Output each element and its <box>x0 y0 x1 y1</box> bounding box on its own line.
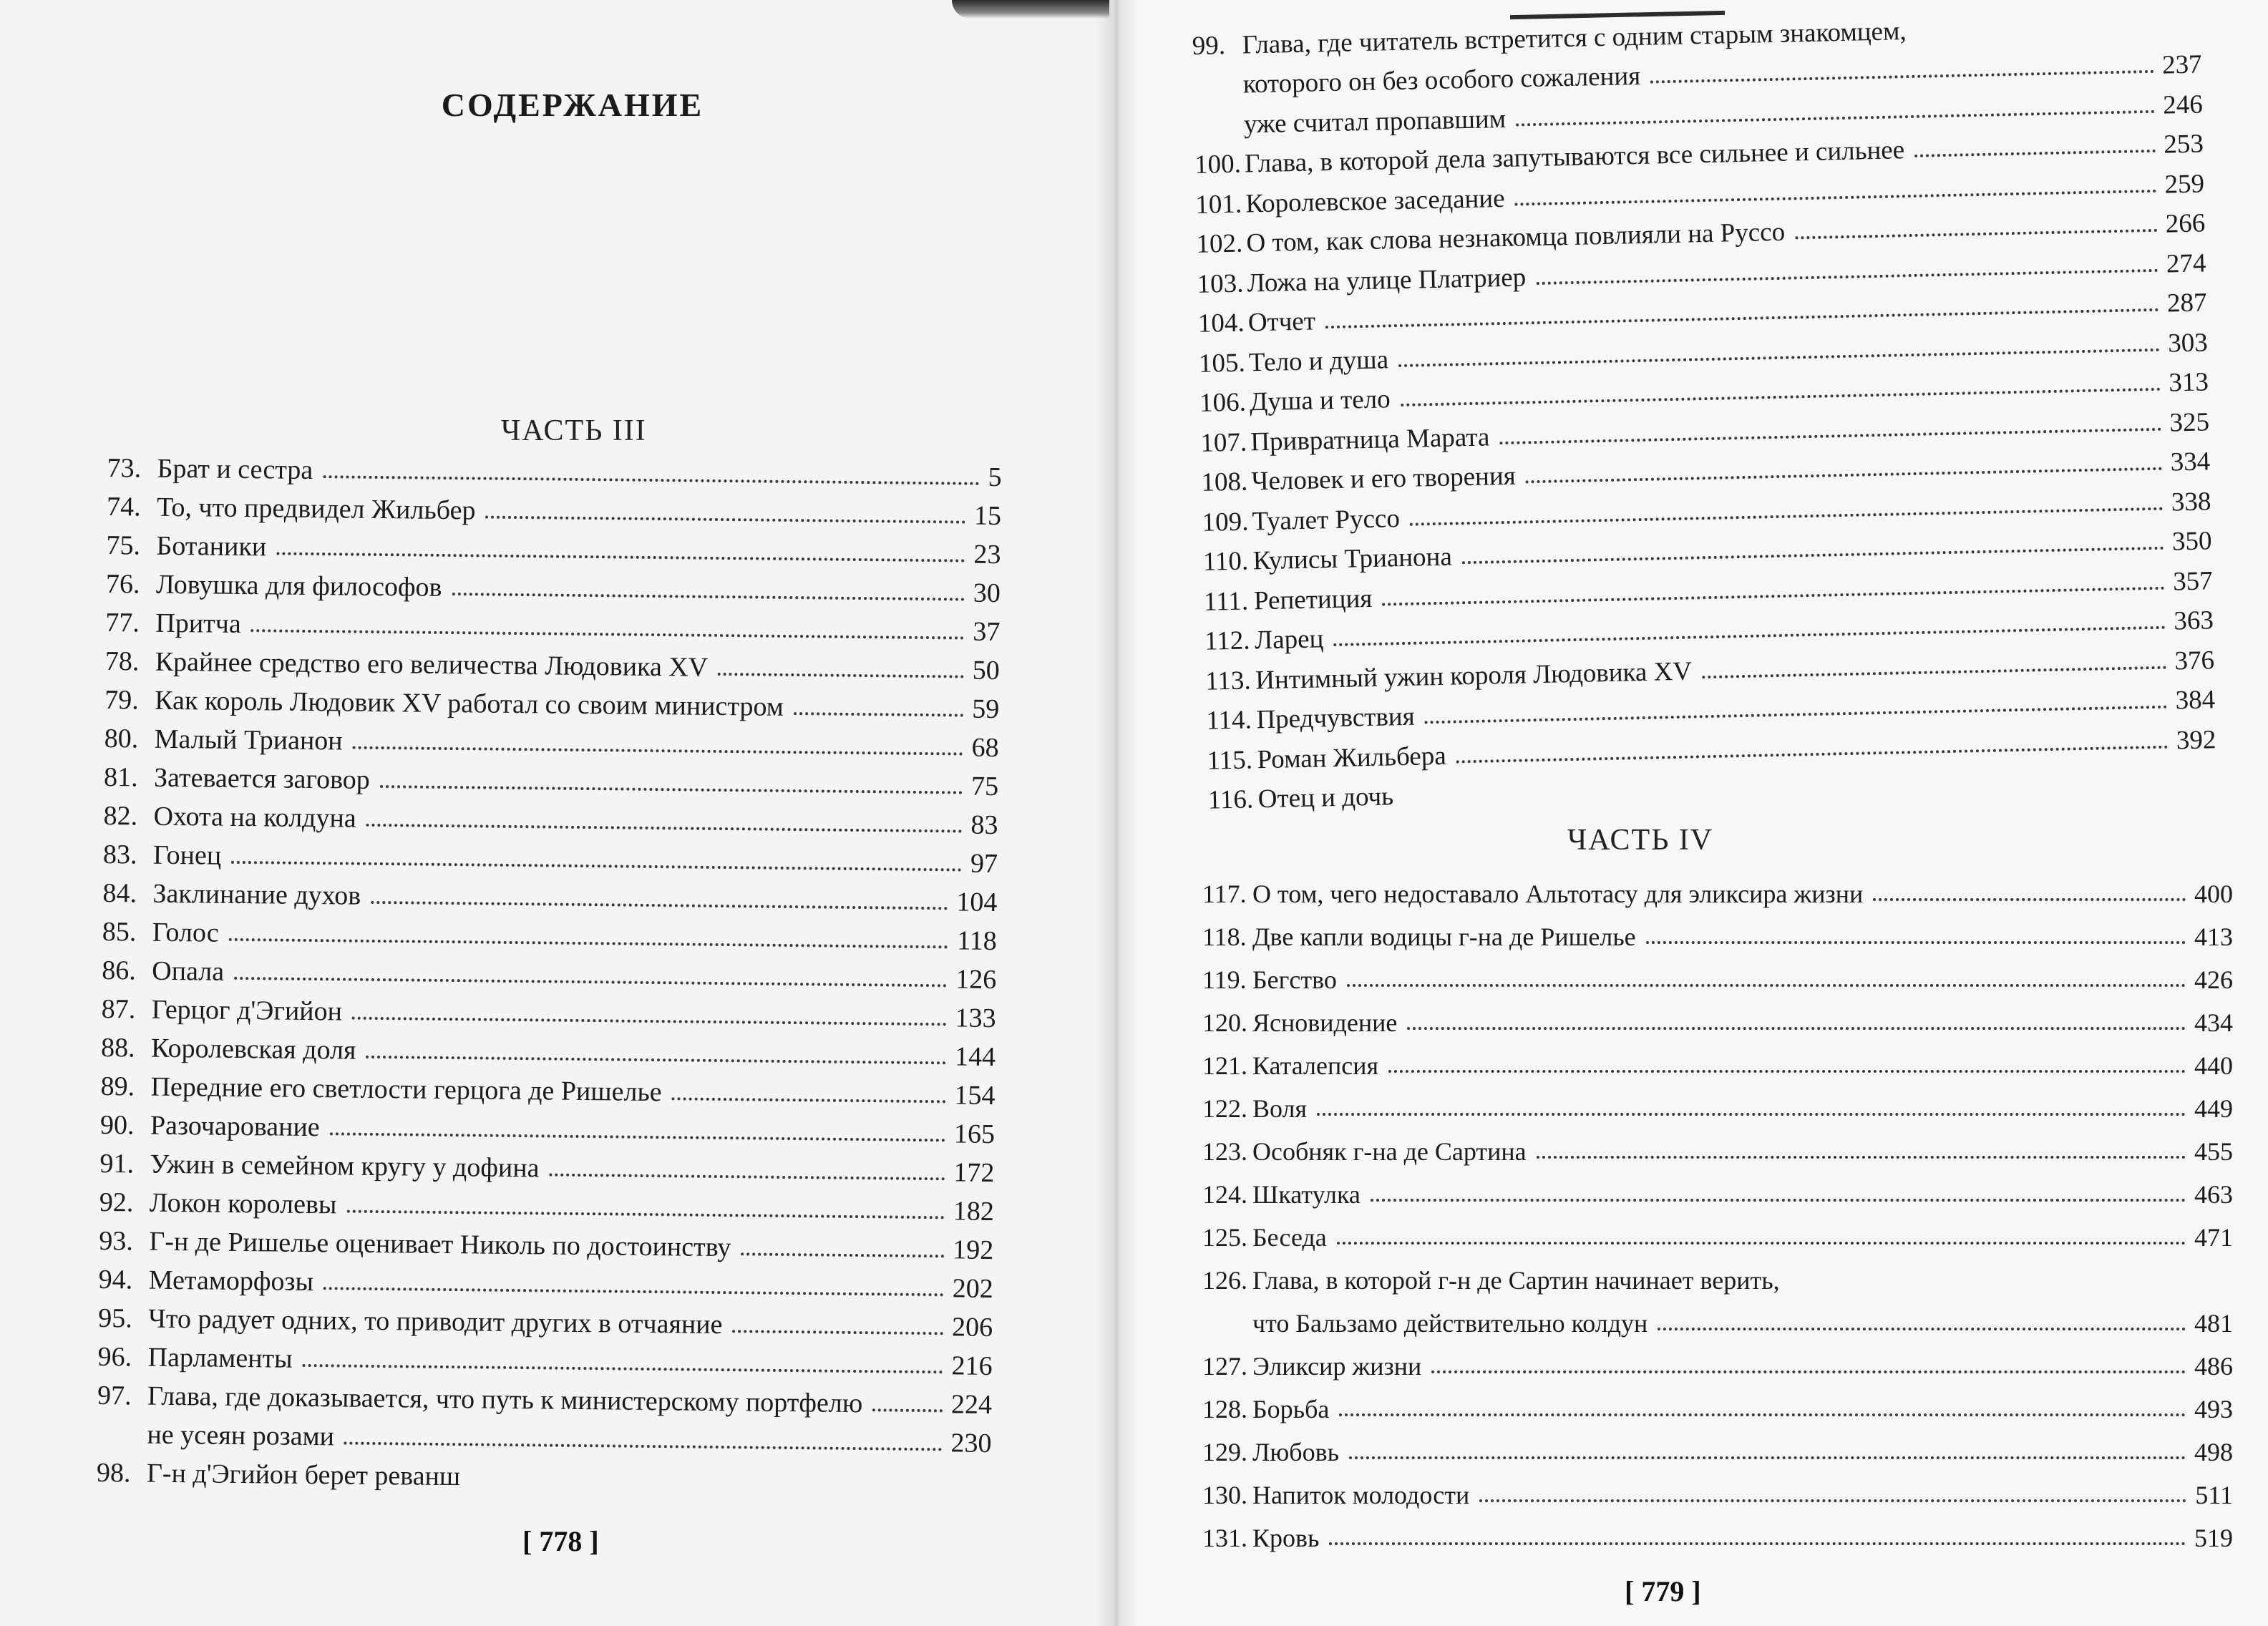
part-heading-iv: ЧАСТЬ IV <box>1567 824 1714 857</box>
page-edge-shadow <box>952 0 1109 19</box>
page-number-left: [ 778 ] <box>522 1525 599 1557</box>
toc-entry-page: 392 <box>2176 724 2216 755</box>
toc-entry-page: 259 <box>2164 168 2205 200</box>
toc-entry <box>1202 1424 2233 1467</box>
toc-entry-title: Парламенты <box>147 1342 293 1374</box>
toc-entry-page: 216 <box>951 1350 993 1382</box>
toc-entry-page: 350 <box>2171 526 2212 557</box>
toc-entry-title: Человек и его творения <box>1251 461 1517 497</box>
toc-entry-title: Г-н д'Эгийон берет реванш <box>146 1458 461 1492</box>
toc-entry-page: 434 <box>2194 1008 2233 1037</box>
toc-entry-page: 384 <box>2175 685 2216 716</box>
toc-entry-number: 75. <box>106 530 141 561</box>
toc-entry-title: Кулисы Трианона <box>1252 542 1453 576</box>
toc-leader-dots <box>549 1173 945 1181</box>
toc-entry-title: Отчет <box>1247 306 1316 338</box>
toc-entry-page: 357 <box>2172 565 2214 596</box>
toc-entry-number: 99. <box>1192 30 1226 61</box>
toc-entry <box>1202 1252 2233 1295</box>
toc-entry-number: 95. <box>98 1303 132 1334</box>
toc-entry-number: 111. <box>1203 586 1249 617</box>
toc-entry-title: не усеян розами <box>147 1419 335 1452</box>
toc-entry-page: 246 <box>2162 89 2204 120</box>
toc-entry-number: 73. <box>107 452 142 484</box>
toc-entry-page: 104 <box>956 887 998 918</box>
toc-entry-page: 118 <box>957 925 998 957</box>
toc-entry-number: 130. <box>1202 1481 1247 1509</box>
toc-leader-dots <box>452 592 964 601</box>
toc-entry-number: 80. <box>104 723 139 754</box>
toc-entry-number: 89. <box>100 1071 135 1102</box>
toc-entry <box>1202 1338 2233 1381</box>
toc-entry-title: что Бальзамо действительно колдун <box>1252 1309 1648 1338</box>
toc-entry <box>1202 1124 2233 1167</box>
toc-leader-dots <box>1347 983 2186 987</box>
toc-entry-number: 87. <box>101 993 136 1025</box>
toc-entry-number: 113. <box>1204 665 1252 696</box>
toc-entry-number: 124. <box>1202 1180 1247 1209</box>
toc-entry-title: Глава, где доказывается, что путь к министерскому портфелю <box>147 1381 863 1419</box>
toc-entry-page: 498 <box>2194 1438 2233 1466</box>
toc-entry-number: 79. <box>104 684 139 716</box>
toc-entry-number: 117. <box>1202 880 1247 908</box>
toc-entry-title: О том, чего недоставало Альтотасу для эликсира жизни <box>1252 880 1864 908</box>
toc-leader-dots <box>872 1408 943 1412</box>
toc-leader-dots <box>1479 1499 2186 1502</box>
toc-entry-title: Метаморфозы <box>148 1265 314 1298</box>
toc-leader-dots <box>371 900 948 910</box>
toc-entry-page: 266 <box>2165 208 2206 239</box>
toc-entry-page: 126 <box>955 964 997 995</box>
toc-leader-dots <box>1337 1241 2186 1245</box>
toc-entry-title: Притча <box>155 608 241 639</box>
toc-entry-page: 400 <box>2194 880 2233 908</box>
toc-entry-page: 511 <box>2195 1481 2233 1509</box>
toc-entry-title: Глава, где читатель встретится с одним старым знакомцем, <box>1242 16 1907 60</box>
toc-entry-page: 154 <box>954 1080 996 1111</box>
toc-entry-number: 91. <box>99 1148 135 1179</box>
toc-leader-dots <box>353 746 963 756</box>
part-heading-iii: ЧАСТЬ III <box>501 414 647 447</box>
toc-entry-number: 119. <box>1202 965 1247 994</box>
toc-entry-page: 334 <box>2170 447 2211 477</box>
toc-entry-page: 303 <box>2167 327 2209 359</box>
toc-entry-title: Гонец <box>152 839 222 871</box>
toc-entry-title: Кровь <box>1252 1524 1320 1552</box>
toc-leader-dots <box>672 1096 946 1103</box>
toc-entry <box>1202 1467 2233 1510</box>
toc-leader-dots <box>1646 940 2186 944</box>
toc-entry <box>1202 909 2233 952</box>
toc-right-top <box>1192 0 2217 815</box>
toc-entry-page: 83 <box>970 809 998 841</box>
toc-entry-title: Затевается заговор <box>153 762 371 795</box>
toc-entry-title: Ясновидение <box>1252 1008 1398 1037</box>
toc-entry-number: 109. <box>1202 506 1249 537</box>
toc-entry-page: 449 <box>2194 1094 2233 1123</box>
toc-entry-title: Голос <box>152 917 219 948</box>
toc-entry-title: Ловушка для философов <box>155 569 442 603</box>
toc-entry-number: 104. <box>1197 308 1245 339</box>
toc-entry-title: Г-н де Ришелье оценивает Николь по достоинству <box>149 1226 731 1263</box>
toc-leader-dots <box>1431 1370 2186 1373</box>
page-title: СОДЕРЖАНИЕ <box>441 87 704 123</box>
toc-leader-dots <box>1650 69 2153 84</box>
toc-leader-dots <box>366 823 963 833</box>
toc-entry-title: Ложа на улице Платриер <box>1247 262 1527 298</box>
toc-entry-title: Туалет Руссо <box>1252 503 1401 536</box>
toc-leader-dots <box>330 1131 945 1141</box>
toc-leader-dots <box>231 860 962 872</box>
toc-entry-page: 363 <box>2173 605 2214 636</box>
toc-entry <box>1202 952 2233 995</box>
toc-leader-dots <box>344 1441 943 1451</box>
toc-entry-page: 481 <box>2194 1309 2233 1338</box>
toc-entry-title: Беседа <box>1252 1223 1327 1252</box>
toc-entry-title: Бегство <box>1252 965 1337 994</box>
toc-entry-number: 102. <box>1196 228 1243 259</box>
toc-entry-number: 81. <box>103 761 138 793</box>
toc-leader-dots <box>251 628 965 639</box>
toc-entry-page: 144 <box>954 1041 996 1073</box>
toc-entry-page: 463 <box>2194 1180 2233 1209</box>
toc-leader-dots <box>323 1286 944 1296</box>
toc-entry <box>1202 1038 2233 1081</box>
toc-entry-page: 274 <box>2166 248 2206 279</box>
toc-entry-number: 93. <box>99 1225 134 1257</box>
toc-entry-number: 94. <box>98 1264 133 1295</box>
toc-leader-dots <box>346 1209 944 1220</box>
toc-entry-page: 313 <box>2168 367 2209 398</box>
toc-entry-page: 426 <box>2194 965 2233 994</box>
toc-leader-dots <box>1388 1069 2186 1073</box>
toc-entry-title: Шкатулка <box>1252 1180 1361 1209</box>
toc-entry-page: 165 <box>953 1119 996 1150</box>
toc-leader-dots <box>1795 228 2157 240</box>
toc-leader-dots <box>485 515 965 524</box>
toc-entry-number: 92. <box>99 1187 134 1218</box>
toc-entry <box>1202 1381 2233 1424</box>
toc-leader-dots <box>1407 1026 2186 1030</box>
toc-entry-page: 440 <box>2194 1051 2233 1080</box>
toc-entry-number: 122. <box>1202 1094 1247 1123</box>
toc-entry-page: 37 <box>973 616 1001 648</box>
toc-entry-number: 129. <box>1202 1438 1247 1466</box>
toc-entry-page: 376 <box>2174 645 2215 676</box>
toc-left <box>97 445 1002 1498</box>
toc-entry-number: 74. <box>106 491 141 522</box>
toc-entry-page: 59 <box>971 693 1000 725</box>
toc-entry-title: Охота на колдуна <box>153 801 356 834</box>
toc-entry-title: Роман Жильбера <box>1257 741 1447 774</box>
toc-entry-title: Брат и сестра <box>157 453 313 486</box>
toc-leader-dots <box>1537 1155 2186 1159</box>
toc-entry-title: Любовь <box>1252 1438 1340 1466</box>
toc-entry-title: Интимный ужин короля Людовика XV <box>1255 656 1693 695</box>
toc-entry <box>1202 1081 2233 1124</box>
toc-entry-number: 105. <box>1198 348 1246 379</box>
toc-entry-title: Воля <box>1252 1094 1308 1123</box>
toc-entry-number: 103. <box>1197 268 1244 299</box>
toc-entry-page: 15 <box>973 500 1002 532</box>
toc-entry-number: 100. <box>1194 149 1242 180</box>
toc-leader-dots <box>1658 1327 2186 1330</box>
toc-leader-dots <box>229 938 948 949</box>
toc-entry-number: 131. <box>1202 1524 1247 1552</box>
toc-entry-title: Каталепсия <box>1252 1051 1379 1080</box>
toc-entry-page: 50 <box>972 655 1000 686</box>
toc-entry-number: 121. <box>1202 1051 1247 1080</box>
toc-entry-number: 98. <box>96 1457 131 1489</box>
toc-entry-title: Опала <box>152 955 225 987</box>
toc-entry-number: 108. <box>1201 467 1248 497</box>
toc-entry-page: 230 <box>950 1428 992 1459</box>
toc-entry-page: 413 <box>2194 922 2233 951</box>
toc-entry-number: 112. <box>1204 625 1250 656</box>
toc-entry-title: Ужин в семейном кругу у дофина <box>150 1149 540 1184</box>
toc-entry-number: 126. <box>1202 1266 1247 1295</box>
left-page <box>0 0 1116 1626</box>
toc-entry-page: 5 <box>988 462 1002 493</box>
toc-entry-number: 78. <box>104 646 140 677</box>
toc-entry-title: Локон королевы <box>149 1187 337 1220</box>
toc-entry-number: 116. <box>1207 784 1254 815</box>
toc-entry-page: 493 <box>2194 1395 2233 1423</box>
toc-leader-dots <box>1702 665 2166 678</box>
toc-entry-title: Королевская доля <box>150 1033 356 1066</box>
toc-entry-number: 120. <box>1202 1008 1247 1037</box>
toc-entry-title: Особняк г-на де Сартина <box>1252 1137 1527 1166</box>
toc-entry-number: 76. <box>105 568 140 600</box>
toc-entry-page: 202 <box>952 1273 993 1305</box>
toc-entry-number: 107. <box>1199 427 1247 458</box>
toc-entry-title: Отец и дочь <box>1257 782 1394 814</box>
toc-entry-title: Как король Людовик XV работал со своим министром <box>155 685 784 722</box>
toc-entry-page: 338 <box>2171 486 2211 517</box>
toc-entry-page: 237 <box>2161 49 2202 80</box>
toc-entry-title: Королевское заседание <box>1245 183 1505 218</box>
toc-entry-title: Душа и тело <box>1249 384 1391 417</box>
toc-leader-dots <box>1371 1198 2186 1202</box>
toc-entry-page: 68 <box>971 732 999 764</box>
toc-leader-dots <box>1349 1456 2186 1459</box>
toc-entry-page: 325 <box>2169 406 2210 437</box>
toc-entry-page: 486 <box>2194 1352 2233 1381</box>
toc-entry-title: Крайнее средство его величества Людовика XV <box>155 646 709 683</box>
toc-entry-title: уже считал пропавшим <box>1243 104 1507 139</box>
toc-entry-title: Ботаники <box>156 530 267 563</box>
toc-entry-title: Глава, в которой дела запутываются все сильнее и сильнее <box>1244 135 1905 179</box>
toc-entry-title: Малый Трианон <box>154 724 343 756</box>
page-number-right: [ 779 ] <box>1625 1575 1701 1607</box>
toc-entry-title: Привратница Марата <box>1250 422 1490 457</box>
toc-leader-dots <box>323 474 979 485</box>
toc-leader-dots <box>718 672 964 678</box>
toc-entry-title: Герцог д'Эгийон <box>151 994 343 1027</box>
toc-entry-number: 106. <box>1199 387 1247 418</box>
toc-entry-title: Передние его светлости герцога де Ришелье <box>150 1071 662 1108</box>
toc-entry-title: Две капли водицы г-на де Ришелье <box>1252 922 1636 951</box>
toc-entry-title: Разочарование <box>150 1110 320 1143</box>
toc-entry <box>1202 1510 2233 1553</box>
toc-entry-page: 23 <box>973 539 1001 570</box>
toc-leader-dots <box>741 1252 944 1257</box>
toc-leader-dots <box>1873 897 2186 901</box>
toc-entry-number: 118. <box>1202 922 1247 951</box>
toc-entry-number: 123. <box>1202 1137 1247 1166</box>
toc-entry-page: 75 <box>970 771 999 802</box>
toc-entry-page: 455 <box>2194 1137 2233 1166</box>
toc-entry-number: 97. <box>97 1380 132 1411</box>
toc-entry <box>1202 995 2233 1038</box>
toc-entry-number: 84. <box>102 877 137 909</box>
toc-entry-number: 88. <box>100 1032 135 1063</box>
toc-leader-dots <box>1914 149 2155 157</box>
toc-entry-number: 85. <box>102 916 137 948</box>
toc-entry-number: 86. <box>102 955 137 986</box>
toc-entry-number: 96. <box>97 1341 132 1373</box>
toc-entry-title: То, что предвидел Жильбер <box>156 492 476 526</box>
toc-entry <box>1202 1295 2233 1338</box>
toc-entry <box>1202 1167 2233 1209</box>
toc-entry-page: 97 <box>970 848 998 880</box>
toc-entry-page: 192 <box>953 1235 994 1266</box>
toc-entry-title: Репетиция <box>1253 583 1373 615</box>
toc-leader-dots <box>794 711 963 716</box>
toc-entry-page: 287 <box>2166 288 2207 318</box>
toc-entry-number: 90. <box>99 1109 135 1141</box>
toc-entry-title: Тело и душа <box>1248 344 1389 377</box>
toc-entry-title: Эликсир жизни <box>1252 1352 1422 1381</box>
toc-entry-title: Предчувствия <box>1256 701 1416 735</box>
toc-leader-dots <box>303 1363 943 1373</box>
toc-entry <box>1202 1209 2233 1252</box>
toc-right-bottom <box>1202 866 2233 1553</box>
toc-entry-title: Что радует одних, то приводит других в отчаяние <box>148 1303 723 1340</box>
toc-entry-page: 224 <box>950 1389 993 1421</box>
toc-entry-page: 519 <box>2194 1524 2233 1552</box>
toc-leader-dots <box>352 1016 947 1026</box>
toc-entry-page: 253 <box>2163 129 2204 160</box>
toc-entry-number: 114. <box>1206 705 1252 736</box>
toc-entry-title: О том, как слова незнакомца повлияли на Руссо <box>1246 217 1786 258</box>
toc-entry-page: 206 <box>951 1312 993 1343</box>
toc-leader-dots <box>276 551 965 562</box>
toc-entry-page: 182 <box>953 1196 995 1227</box>
toc-leader-dots <box>732 1329 943 1335</box>
toc-entry-title: Напиток молодости <box>1252 1481 1470 1509</box>
toc-entry-number: 115. <box>1207 744 1253 776</box>
toc-entry-title: Заклинание духов <box>152 878 361 911</box>
toc-entry-number: 83. <box>102 839 137 870</box>
right-page <box>1116 0 2268 1626</box>
toc-entry-number: 77. <box>105 607 140 638</box>
toc-entry-number: 110. <box>1202 546 1249 577</box>
toc-leader-dots <box>1329 1542 2186 1545</box>
toc-entry-page: 471 <box>2194 1223 2233 1252</box>
toc-entry <box>1202 866 2233 909</box>
toc-leader-dots <box>234 976 947 987</box>
toc-entry-title: Ларец <box>1254 624 1324 656</box>
toc-entry-number: 125. <box>1202 1223 1247 1252</box>
toc-entry-number: 128. <box>1202 1395 1247 1423</box>
toc-leader-dots <box>1317 1112 2186 1116</box>
toc-entry-page: 133 <box>955 1003 996 1034</box>
toc-entry-page: 172 <box>953 1157 995 1189</box>
toc-entry-title: Борьба <box>1252 1395 1330 1423</box>
book-gutter-shadow <box>1095 0 1138 1626</box>
toc-entry-number: 82. <box>103 800 138 832</box>
toc-entry-number: 101. <box>1194 189 1242 220</box>
toc-leader-dots <box>366 1055 946 1064</box>
toc-leader-dots <box>1339 1413 2186 1416</box>
toc-entry-title: которого он без особого сожаления <box>1242 61 1641 99</box>
toc-entry-number: 127. <box>1202 1352 1247 1381</box>
toc-entry-title: Глава, в которой г-н де Сартин начинает верить, <box>1252 1266 1780 1295</box>
toc-entry-page: 30 <box>973 578 1001 609</box>
toc-leader-dots <box>380 784 963 794</box>
